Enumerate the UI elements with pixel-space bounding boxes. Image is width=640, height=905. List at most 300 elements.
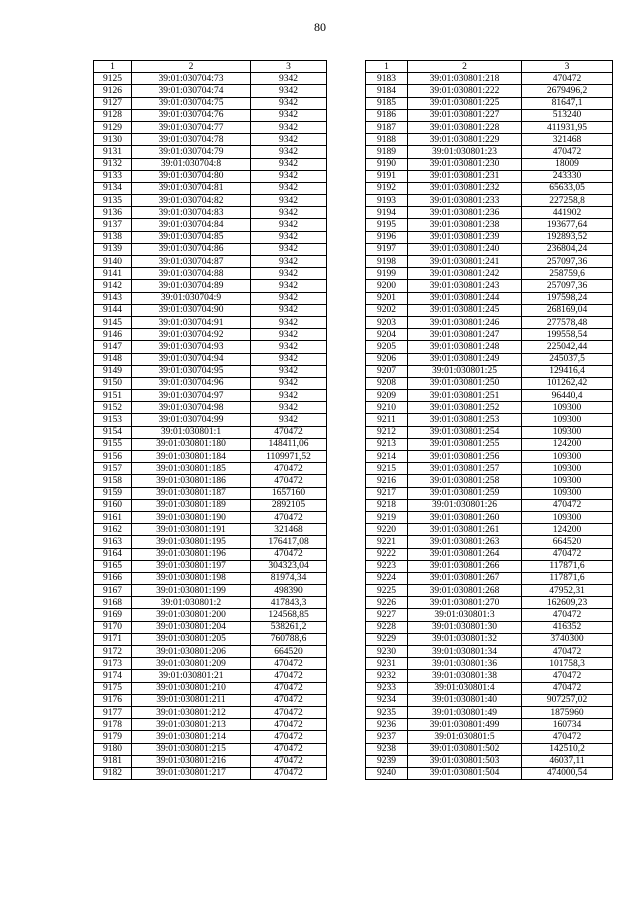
value-cell: 470472 (251, 548, 327, 560)
value-cell: 9342 (251, 85, 327, 97)
value-cell: 9342 (251, 121, 327, 133)
row-number-cell: 9233 (366, 682, 408, 694)
table-row (366, 329, 613, 341)
table-header-row (94, 61, 327, 73)
value-cell: 117871,6 (522, 560, 613, 572)
value-cell: 9342 (251, 134, 327, 146)
row-number-cell: 9189 (366, 146, 408, 158)
table-row (94, 646, 327, 658)
row-number-cell: 9156 (94, 451, 132, 463)
value-cell: 470472 (251, 706, 327, 718)
cadastral-number-cell: 39:01:030704:76 (132, 109, 251, 121)
value-cell: 470472 (251, 670, 327, 682)
value-cell: 417843,3 (251, 597, 327, 609)
row-number-cell: 9191 (366, 170, 408, 182)
cadastral-number-cell: 39:01:030801:3 (408, 609, 522, 621)
value-cell: 470472 (522, 731, 613, 743)
row-number-cell: 9175 (94, 682, 132, 694)
table-row (94, 487, 327, 499)
column-header-3: 3 (251, 61, 327, 73)
value-cell: 142510,2 (522, 743, 613, 755)
cadastral-number-cell: 39:01:030801:34 (408, 646, 522, 658)
value-cell: 9342 (251, 73, 327, 85)
table-row (366, 438, 613, 450)
row-number-cell: 9193 (366, 195, 408, 207)
table-row (366, 487, 613, 499)
value-cell: 1109971,52 (251, 451, 327, 463)
value-cell: 9342 (251, 414, 327, 426)
cadastral-number-cell: 39:01:030801:32 (408, 633, 522, 645)
value-cell: 9342 (251, 329, 327, 341)
table-row (94, 316, 327, 328)
table-row (366, 536, 613, 548)
row-number-cell: 9169 (94, 609, 132, 621)
table-row (94, 341, 327, 353)
cadastral-number-cell: 39:01:030801:38 (408, 670, 522, 682)
cadastral-number-cell: 39:01:030801:21 (132, 670, 251, 682)
row-number-cell: 9170 (94, 621, 132, 633)
value-cell: 470472 (251, 719, 327, 731)
table-row (94, 755, 327, 767)
table-row (94, 670, 327, 682)
value-cell: 9342 (251, 170, 327, 182)
row-number-cell: 9141 (94, 268, 132, 280)
table-row (94, 121, 327, 133)
row-number-cell: 9238 (366, 743, 408, 755)
value-cell: 9342 (251, 256, 327, 268)
value-cell: 277578,48 (522, 316, 613, 328)
cadastral-number-cell: 39:01:030801:239 (408, 231, 522, 243)
row-number-cell: 9147 (94, 341, 132, 353)
table-row (366, 402, 613, 414)
value-cell: 9342 (251, 243, 327, 255)
value-cell: 9342 (251, 390, 327, 402)
table-row (94, 463, 327, 475)
row-number-cell: 9142 (94, 280, 132, 292)
value-cell: 2892105 (251, 499, 327, 511)
cadastral-number-cell: 39:01:030801:196 (132, 548, 251, 560)
table-row (366, 134, 613, 146)
cadastral-number-cell: 39:01:030801:200 (132, 609, 251, 621)
table-row (366, 280, 613, 292)
row-number-cell: 9174 (94, 670, 132, 682)
table-row (366, 524, 613, 536)
row-number-cell: 9181 (94, 755, 132, 767)
table-row (366, 390, 613, 402)
value-cell: 1875960 (522, 706, 613, 718)
table-row (366, 694, 613, 706)
row-number-cell: 9177 (94, 706, 132, 718)
cadastral-number-cell: 39:01:030801:214 (132, 731, 251, 743)
table-row (94, 658, 327, 670)
row-number-cell: 9225 (366, 585, 408, 597)
table-row (94, 280, 327, 292)
table-row (366, 755, 613, 767)
value-cell: 257097,36 (522, 280, 613, 292)
cadastral-number-cell: 39:01:030801:23 (408, 146, 522, 158)
table-row (94, 451, 327, 463)
row-number-cell: 9145 (94, 316, 132, 328)
row-number-cell: 9217 (366, 487, 408, 499)
row-number-cell: 9176 (94, 694, 132, 706)
cadastral-number-cell: 39:01:030704:74 (132, 85, 251, 97)
table-row (366, 572, 613, 584)
value-cell: 470472 (251, 755, 327, 767)
cadastral-number-cell: 39:01:030801:230 (408, 158, 522, 170)
row-number-cell: 9164 (94, 548, 132, 560)
row-number-cell: 9223 (366, 560, 408, 572)
value-cell: 193677,64 (522, 219, 613, 231)
cadastral-number-cell: 39:01:030704:83 (132, 207, 251, 219)
cadastral-number-cell: 39:01:030704:81 (132, 182, 251, 194)
cadastral-number-cell: 39:01:030704:77 (132, 121, 251, 133)
cadastral-number-cell: 39:01:030704:79 (132, 146, 251, 158)
table-row (366, 731, 613, 743)
value-cell: 470472 (251, 426, 327, 438)
value-cell: 664520 (522, 536, 613, 548)
cadastral-number-cell: 39:01:030801:215 (132, 743, 251, 755)
value-cell: 109300 (522, 426, 613, 438)
row-number-cell: 9224 (366, 572, 408, 584)
row-number-cell: 9126 (94, 85, 132, 97)
row-number-cell: 9215 (366, 463, 408, 475)
row-number-cell: 9190 (366, 158, 408, 170)
cadastral-number-cell: 39:01:030801:263 (408, 536, 522, 548)
row-number-cell: 9222 (366, 548, 408, 560)
value-cell: 81974,34 (251, 572, 327, 584)
table-row (366, 207, 613, 219)
table-row (94, 694, 327, 706)
value-cell: 245037,5 (522, 353, 613, 365)
row-number-cell: 9231 (366, 658, 408, 670)
value-cell: 257097,36 (522, 256, 613, 268)
row-number-cell: 9198 (366, 256, 408, 268)
row-number-cell: 9138 (94, 231, 132, 243)
row-number-cell: 9155 (94, 438, 132, 450)
value-cell: 498390 (251, 585, 327, 597)
cadastral-number-cell: 39:01:030801:257 (408, 463, 522, 475)
value-cell: 268169,04 (522, 304, 613, 316)
column-header-2: 2 (408, 61, 522, 73)
table-row (94, 256, 327, 268)
table-row (366, 463, 613, 475)
column-header-1: 1 (366, 61, 408, 73)
table-row (366, 706, 613, 718)
table-row (94, 609, 327, 621)
value-cell: 96440,4 (522, 390, 613, 402)
table-row (94, 585, 327, 597)
cadastral-number-cell: 39:01:030801:30 (408, 621, 522, 633)
row-number-cell: 9173 (94, 658, 132, 670)
table-row (366, 585, 613, 597)
cadastral-number-cell: 39:01:030704:96 (132, 377, 251, 389)
cadastral-number-cell: 39:01:030801:238 (408, 219, 522, 231)
row-number-cell: 9184 (366, 85, 408, 97)
table-row (366, 256, 613, 268)
cadastral-number-cell: 39:01:030704:92 (132, 329, 251, 341)
value-cell: 470472 (251, 658, 327, 670)
row-number-cell: 9237 (366, 731, 408, 743)
table-row (94, 682, 327, 694)
table-row (366, 597, 613, 609)
cadastral-number-cell: 39:01:030801:232 (408, 182, 522, 194)
cadastral-number-cell: 39:01:030801:504 (408, 767, 522, 779)
value-cell: 109300 (522, 487, 613, 499)
cadastral-number-cell: 39:01:030704:85 (132, 231, 251, 243)
cadastral-number-cell: 39:01:030801:248 (408, 341, 522, 353)
row-number-cell: 9202 (366, 304, 408, 316)
table-row (94, 134, 327, 146)
cadastral-number-cell: 39:01:030801:243 (408, 280, 522, 292)
row-number-cell: 9165 (94, 560, 132, 572)
row-number-cell: 9199 (366, 268, 408, 280)
table-row (94, 719, 327, 731)
cadastral-number-cell: 39:01:030801:26 (408, 499, 522, 511)
cadastral-number-cell: 39:01:030704:9 (132, 292, 251, 304)
table-row (366, 475, 613, 487)
table-row (366, 511, 613, 523)
cadastral-number-cell: 39:01:030801:251 (408, 390, 522, 402)
table-row (366, 121, 613, 133)
table-row (94, 560, 327, 572)
table-row (94, 475, 327, 487)
cadastral-number-cell: 39:01:030801:264 (408, 548, 522, 560)
row-number-cell: 9209 (366, 390, 408, 402)
table-row (94, 621, 327, 633)
value-cell: 470472 (522, 73, 613, 85)
value-cell: 760788,6 (251, 633, 327, 645)
cadastral-number-cell: 39:01:030801:25 (408, 365, 522, 377)
value-cell: 9342 (251, 109, 327, 121)
row-number-cell: 9159 (94, 487, 132, 499)
row-number-cell: 9152 (94, 402, 132, 414)
value-cell: 227258,8 (522, 195, 613, 207)
value-cell: 9342 (251, 231, 327, 243)
row-number-cell: 9179 (94, 731, 132, 743)
value-cell: 46037,11 (522, 755, 613, 767)
table-row (94, 170, 327, 182)
cadastral-number-cell: 39:01:030801:250 (408, 377, 522, 389)
cadastral-number-cell: 39:01:030704:86 (132, 243, 251, 255)
column-header-2: 2 (132, 61, 251, 73)
cadastral-number-cell: 39:01:030704:95 (132, 365, 251, 377)
cadastral-number-cell: 39:01:030704:88 (132, 268, 251, 280)
cadastral-number-cell: 39:01:030801:245 (408, 304, 522, 316)
value-cell: 3740300 (522, 633, 613, 645)
row-number-cell: 9129 (94, 121, 132, 133)
row-number-cell: 9240 (366, 767, 408, 779)
value-cell: 9342 (251, 304, 327, 316)
cadastral-number-cell: 39:01:030801:231 (408, 170, 522, 182)
value-cell: 470472 (522, 646, 613, 658)
cadastral-number-cell: 39:01:030801:228 (408, 121, 522, 133)
cadastral-number-cell: 39:01:030801:261 (408, 524, 522, 536)
cadastral-number-cell: 39:01:030801:260 (408, 511, 522, 523)
cadastral-number-cell: 39:01:030801:212 (132, 706, 251, 718)
cadastral-number-cell: 39:01:030801:209 (132, 658, 251, 670)
cadastral-number-cell: 39:01:030801:259 (408, 487, 522, 499)
value-cell: 109300 (522, 463, 613, 475)
table-row (366, 97, 613, 109)
table-row (94, 402, 327, 414)
cadastral-number-cell: 39:01:030801:213 (132, 719, 251, 731)
cadastral-number-cell: 39:01:030704:98 (132, 402, 251, 414)
row-number-cell: 9213 (366, 438, 408, 450)
table-row (94, 158, 327, 170)
cadastral-number-cell: 39:01:030801:36 (408, 658, 522, 670)
table-row (366, 316, 613, 328)
page-number: 80 (314, 20, 326, 34)
cadastral-number-cell: 39:01:030801:217 (132, 767, 251, 779)
table-row (366, 243, 613, 255)
value-cell: 9342 (251, 182, 327, 194)
value-cell: 513240 (522, 109, 613, 121)
table-row (94, 146, 327, 158)
row-number-cell: 9171 (94, 633, 132, 645)
cadastral-number-cell: 39:01:030801:268 (408, 585, 522, 597)
table-row (366, 353, 613, 365)
table-row (366, 499, 613, 511)
value-cell: 225042,44 (522, 341, 613, 353)
table-row (366, 658, 613, 670)
table-row (366, 609, 613, 621)
value-cell: 321468 (251, 524, 327, 536)
cadastral-number-cell: 39:01:030801:199 (132, 585, 251, 597)
cadastral-number-cell: 39:01:030801:195 (132, 536, 251, 548)
value-cell: 538261,2 (251, 621, 327, 633)
row-number-cell: 9214 (366, 451, 408, 463)
cadastral-number-cell: 39:01:030801:205 (132, 633, 251, 645)
row-number-cell: 9218 (366, 499, 408, 511)
data-table-left (93, 60, 327, 780)
cadastral-number-cell: 39:01:030801:242 (408, 268, 522, 280)
row-number-cell: 9178 (94, 719, 132, 731)
cadastral-number-cell: 39:01:030801:191 (132, 524, 251, 536)
row-number-cell: 9226 (366, 597, 408, 609)
row-number-cell: 9216 (366, 475, 408, 487)
row-number-cell: 9203 (366, 316, 408, 328)
row-number-cell: 9196 (366, 231, 408, 243)
row-number-cell: 9146 (94, 329, 132, 341)
value-cell: 470472 (522, 548, 613, 560)
cadastral-number-cell: 39:01:030801:270 (408, 597, 522, 609)
value-cell: 9342 (251, 341, 327, 353)
cadastral-number-cell: 39:01:030801:266 (408, 560, 522, 572)
value-cell: 162609,23 (522, 597, 613, 609)
value-cell: 470472 (251, 511, 327, 523)
value-cell: 109300 (522, 475, 613, 487)
cadastral-number-cell: 39:01:030801:49 (408, 706, 522, 718)
table-row (94, 731, 327, 743)
table-row (94, 109, 327, 121)
value-cell: 470472 (522, 146, 613, 158)
row-number-cell: 9188 (366, 134, 408, 146)
row-number-cell: 9227 (366, 609, 408, 621)
row-number-cell: 9143 (94, 292, 132, 304)
column-header-1: 1 (94, 61, 132, 73)
value-cell: 9342 (251, 316, 327, 328)
table-row (366, 146, 613, 158)
table-row (366, 633, 613, 645)
table-row (94, 548, 327, 560)
table-header-row (366, 61, 613, 73)
row-number-cell: 9186 (366, 109, 408, 121)
value-cell: 470472 (251, 731, 327, 743)
table-row (366, 682, 613, 694)
row-number-cell: 9195 (366, 219, 408, 231)
table-row (94, 377, 327, 389)
data-table-right (365, 60, 613, 780)
row-number-cell: 9200 (366, 280, 408, 292)
value-cell: 192893,52 (522, 231, 613, 243)
cadastral-number-cell: 39:01:030801:233 (408, 195, 522, 207)
cadastral-number-cell: 39:01:030801:236 (408, 207, 522, 219)
table-row (94, 97, 327, 109)
row-number-cell: 9130 (94, 134, 132, 146)
value-cell: 9342 (251, 292, 327, 304)
value-cell: 470472 (251, 694, 327, 706)
row-number-cell: 9183 (366, 73, 408, 85)
value-cell: 9342 (251, 402, 327, 414)
cadastral-number-cell: 39:01:030801:222 (408, 85, 522, 97)
table-row (366, 170, 613, 182)
value-cell: 18009 (522, 158, 613, 170)
cadastral-number-cell: 39:01:030704:94 (132, 353, 251, 365)
row-number-cell: 9201 (366, 292, 408, 304)
table-row (366, 426, 613, 438)
cadastral-number-cell: 39:01:030801:5 (408, 731, 522, 743)
cadastral-number-cell: 39:01:030801:240 (408, 243, 522, 255)
cadastral-number-cell: 39:01:030801:246 (408, 316, 522, 328)
row-number-cell: 9185 (366, 97, 408, 109)
table-row (94, 499, 327, 511)
cadastral-number-cell: 39:01:030704:89 (132, 280, 251, 292)
cadastral-number-cell: 39:01:030704:82 (132, 195, 251, 207)
table-row (366, 85, 613, 97)
cadastral-number-cell: 39:01:030704:90 (132, 304, 251, 316)
row-number-cell: 9168 (94, 597, 132, 609)
table-row (94, 195, 327, 207)
row-number-cell: 9204 (366, 329, 408, 341)
table-row (94, 743, 327, 755)
cadastral-number-cell: 39:01:030801:197 (132, 560, 251, 572)
row-number-cell: 9140 (94, 256, 132, 268)
cadastral-number-cell: 39:01:030801:40 (408, 694, 522, 706)
value-cell: 470472 (522, 682, 613, 694)
table-row (366, 548, 613, 560)
table-row (366, 743, 613, 755)
table-row (366, 414, 613, 426)
cadastral-number-cell: 39:01:030801:247 (408, 329, 522, 341)
table-row (366, 767, 613, 779)
value-cell: 470472 (251, 475, 327, 487)
value-cell: 258759,6 (522, 268, 613, 280)
table-row (366, 341, 613, 353)
cadastral-number-cell: 39:01:030801:229 (408, 134, 522, 146)
row-number-cell: 9236 (366, 719, 408, 731)
cadastral-number-cell: 39:01:030801:258 (408, 475, 522, 487)
row-number-cell: 9187 (366, 121, 408, 133)
cadastral-number-cell: 39:01:030801:184 (132, 451, 251, 463)
row-number-cell: 9132 (94, 158, 132, 170)
value-cell: 47952,31 (522, 585, 613, 597)
value-cell: 109300 (522, 414, 613, 426)
row-number-cell: 9160 (94, 499, 132, 511)
row-number-cell: 9131 (94, 146, 132, 158)
value-cell: 321468 (522, 134, 613, 146)
value-cell: 470472 (522, 670, 613, 682)
row-number-cell: 9150 (94, 377, 132, 389)
